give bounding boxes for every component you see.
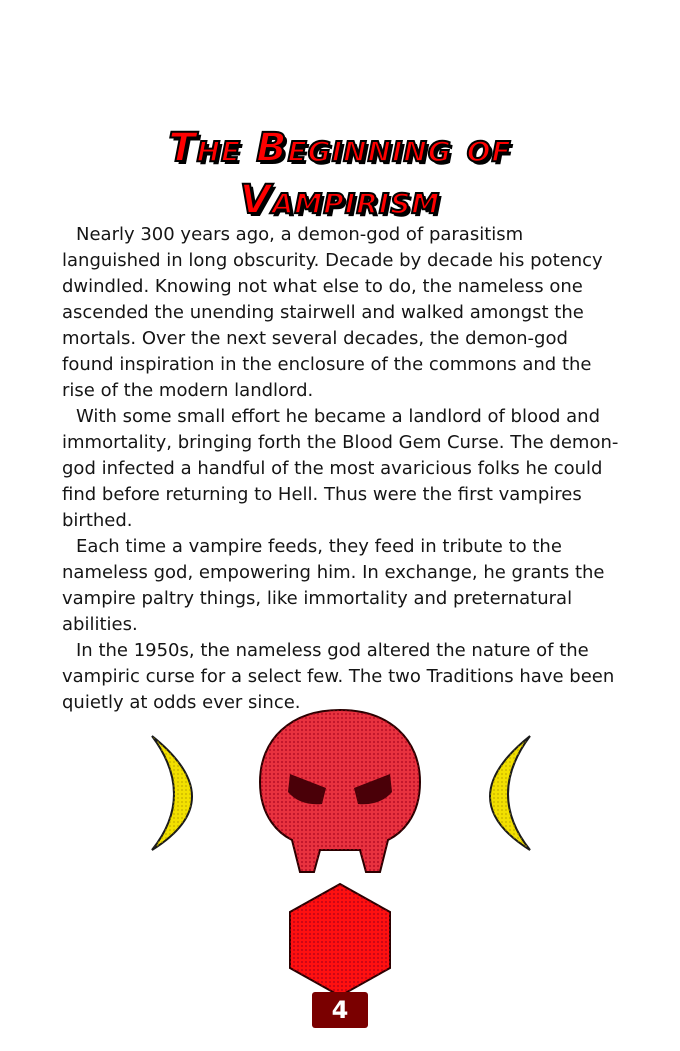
paragraph-2: With some small effort he became a landlord of blood and immortality, bringing forth the Blood Gem Curse. The demon-god infected a handful of the most avaricious folks he could find before returning to Hell. Thus were the first vampires birthed.: [62, 406, 619, 531]
hexagon-gem-icon: [290, 884, 390, 996]
skull-icon: [260, 710, 420, 872]
emblem-illustration: [0, 700, 680, 1000]
page-number: 4: [331, 996, 349, 1024]
paragraph-4: In the 1950s, the nameless god altered the nature of the vampiric curse for a select few. The two Traditions have been quietly at odds ever since.: [62, 640, 615, 713]
title-line-1: The Beginning of: [168, 125, 512, 171]
body-text: [62, 222, 622, 716]
title-line-2: Vampirism: [239, 177, 441, 223]
paragraph-3: Each time a vampire feeds, they feed in tribute to the nameless god, empowering him. In exchange, he grants the vampire paltry things, like immortality and preternatural abilities.: [62, 536, 605, 635]
right-moon-icon: [490, 736, 530, 850]
paragraph-1: Nearly 300 years ago, a demon-god of parasitism languished in long obscurity. Decade by decade his potency dwindled. Knowing not what else to do, the nameless one ascended the unending stairwell and walked amongst the mortals. Over the next several decades, the demon-god found inspiration in the enclosure of the commons and the rise of the modern landlord.: [62, 224, 603, 401]
left-moon-icon: [152, 736, 192, 850]
page-number-badge: [312, 992, 368, 1028]
